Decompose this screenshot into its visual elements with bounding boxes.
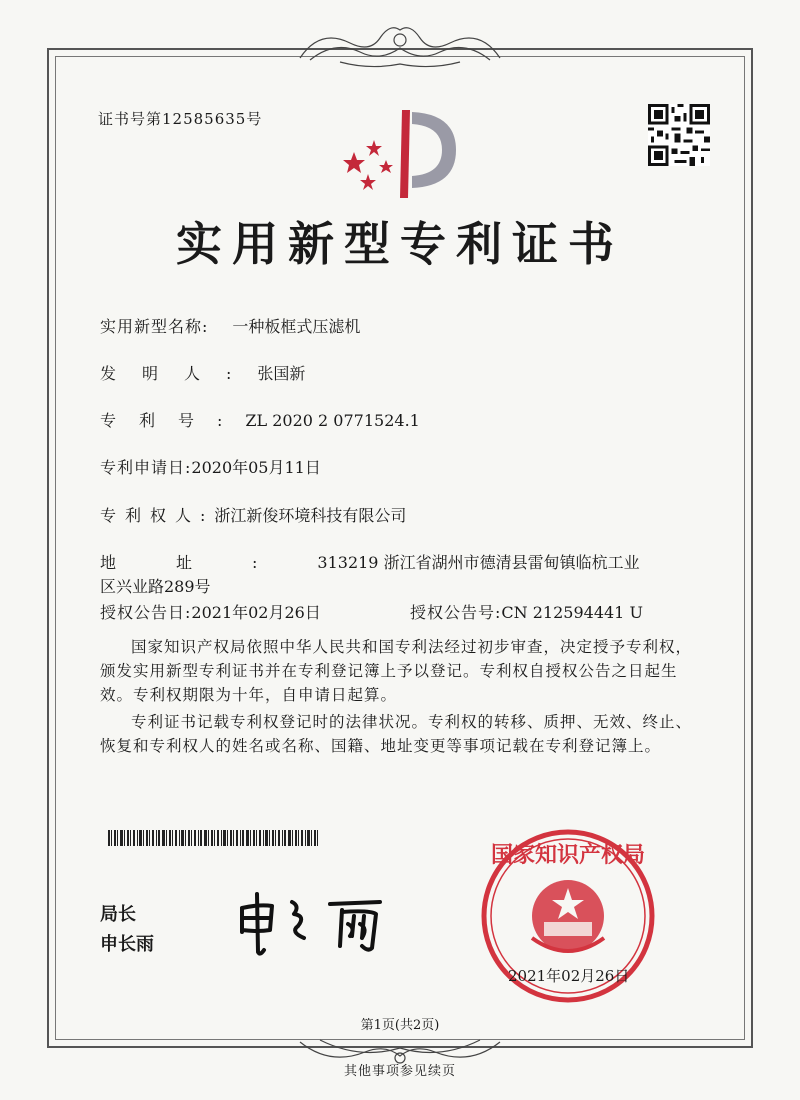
utility-model-name-value: 一种板框式压滤机 bbox=[232, 317, 361, 336]
inventor-value: 张国新 bbox=[257, 364, 306, 383]
certificate-title: 实用新型专利证书 bbox=[176, 217, 624, 271]
inventor-row bbox=[100, 361, 305, 384]
grant-statement-paragraph: 国家知识产权局依照中华人民共和国专利法经过初步审查，决定授予专利权，颁发实用新型专利证书并在专利登记簿上予以登记。专利权自授权公告之日起生效。专利权期限为十年，自申请日起算。 bbox=[100, 638, 693, 704]
patent-number-value: ZL 2020 2 0771524.1 bbox=[245, 411, 420, 430]
barcode bbox=[108, 830, 318, 846]
filing-date-value: 2020年05月11日 bbox=[191, 458, 321, 477]
qr-code bbox=[648, 104, 710, 166]
filing-date-row bbox=[100, 455, 321, 478]
seal-date: 2021年02月26日 bbox=[508, 967, 630, 985]
director-name: 申长雨 bbox=[100, 934, 154, 955]
grant-number-row bbox=[410, 600, 643, 623]
director-signature bbox=[230, 880, 410, 960]
grant-number-label: 授权公告号: bbox=[410, 603, 502, 622]
address-row bbox=[100, 551, 640, 599]
utility-model-name-label: 实用新型名称: bbox=[100, 317, 209, 336]
patent-number-row bbox=[100, 408, 420, 431]
utility-model-name-row bbox=[100, 314, 360, 337]
grant-date-value: 2021年02月26日 bbox=[191, 603, 321, 622]
filing-date-label: 专利申请日: bbox=[100, 458, 192, 477]
address-label: 地址: bbox=[100, 553, 318, 572]
patentee-label: 专利权人: bbox=[100, 506, 215, 525]
patent-number-label: 专利号: bbox=[100, 411, 246, 430]
continuation-note: 其他事项参见续页 bbox=[343, 1064, 456, 1079]
director-title: 局长 bbox=[100, 904, 136, 925]
page-number: 第1页(共2页) bbox=[360, 1018, 440, 1033]
grant-number-value: CN 212594441 U bbox=[501, 603, 643, 622]
certificate-number: 证书号第12585635号 bbox=[98, 110, 263, 128]
inventor-label: 发明人: bbox=[100, 364, 258, 383]
address-value: 313219 浙江省湖州市德清县雷甸镇临杭工业区兴业路289号 bbox=[100, 553, 640, 596]
patentee-row bbox=[100, 503, 406, 526]
grant-date-row bbox=[100, 600, 321, 623]
patentee-value: 浙江新俊环境科技有限公司 bbox=[214, 506, 407, 525]
patent-office-logo bbox=[338, 102, 468, 202]
grant-date-label: 授权公告日: bbox=[100, 603, 192, 622]
seal-text: 国家知识产权局 bbox=[490, 843, 646, 868]
top-ornament bbox=[280, 18, 520, 78]
legal-status-paragraph: 专利证书记载专利权登记时的法律状况。专利权的转移、质押、无效、终止、恢复和专利权人的姓名或名称、国籍、地址变更等事项记载在专利登记簿上。 bbox=[100, 713, 693, 755]
